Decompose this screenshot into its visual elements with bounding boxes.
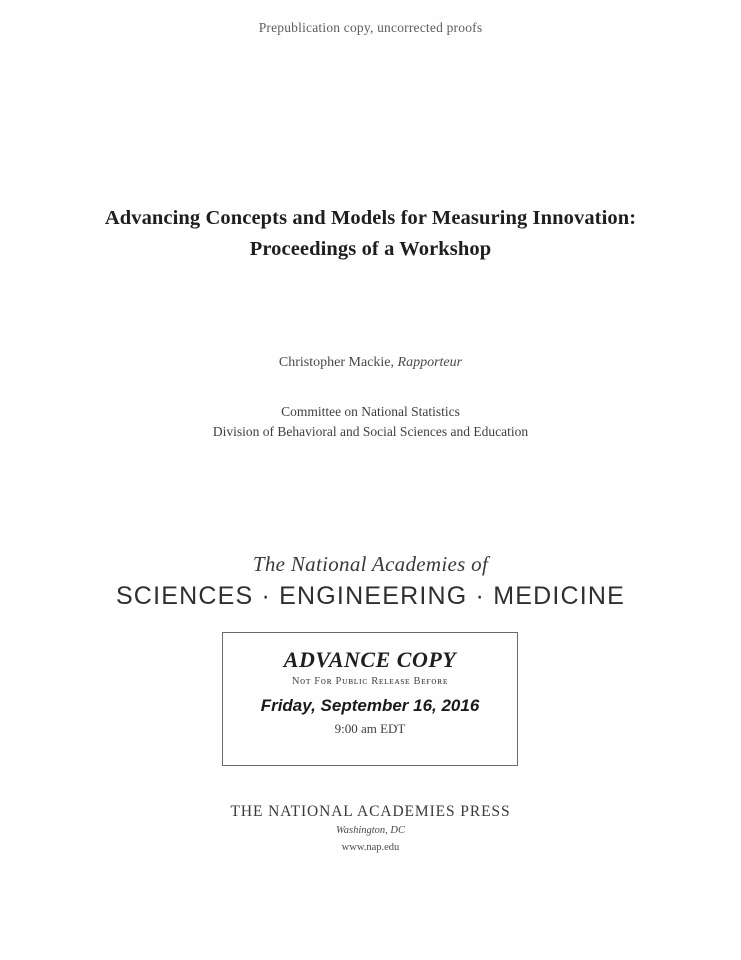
author-line (0, 355, 741, 371)
academies-logo (0, 552, 741, 611)
advance-copy-box (222, 632, 518, 766)
committee-line-1: Committee on National Statistics (281, 404, 460, 419)
publisher-city: Washington, DC (335, 825, 406, 836)
title-line-1: Advancing Concepts and Models for Measuring Innovation: (104, 207, 637, 229)
title-line-2: Proceedings of a Workshop (249, 238, 492, 260)
publisher-url: www.nap.edu (341, 842, 400, 853)
advance-copy-title: ADVANCE COPY (283, 647, 457, 672)
author-name: Christopher Mackie, (278, 355, 395, 370)
author-role: Rapporteur (397, 355, 463, 370)
prepublication-note: Prepublication copy, uncorrected proofs (258, 20, 483, 35)
committee-line-2: Division of Behavioral and Social Sciences and Education (212, 424, 529, 439)
publisher-name: THE NATIONAL ACADEMIES PRESS (230, 803, 511, 820)
publisher-block (0, 803, 741, 853)
page-title (0, 203, 741, 265)
academies-line-2: SCIENCES · ENGINEERING · MEDICINE (115, 582, 626, 610)
advance-copy-time: 9:00 am EDT (334, 721, 406, 736)
academies-line-1: The National Academies of (252, 552, 489, 576)
committee-block (0, 402, 741, 442)
advance-copy-subtitle: Nᴏᴛ Fᴏʀ Pᴜʙʟɪᴄ Rᴇʟᴇᴀѕᴇ Bᴇғᴏʀᴇ (291, 676, 449, 687)
advance-copy-date: Friday, September 16, 2016 (260, 696, 480, 715)
